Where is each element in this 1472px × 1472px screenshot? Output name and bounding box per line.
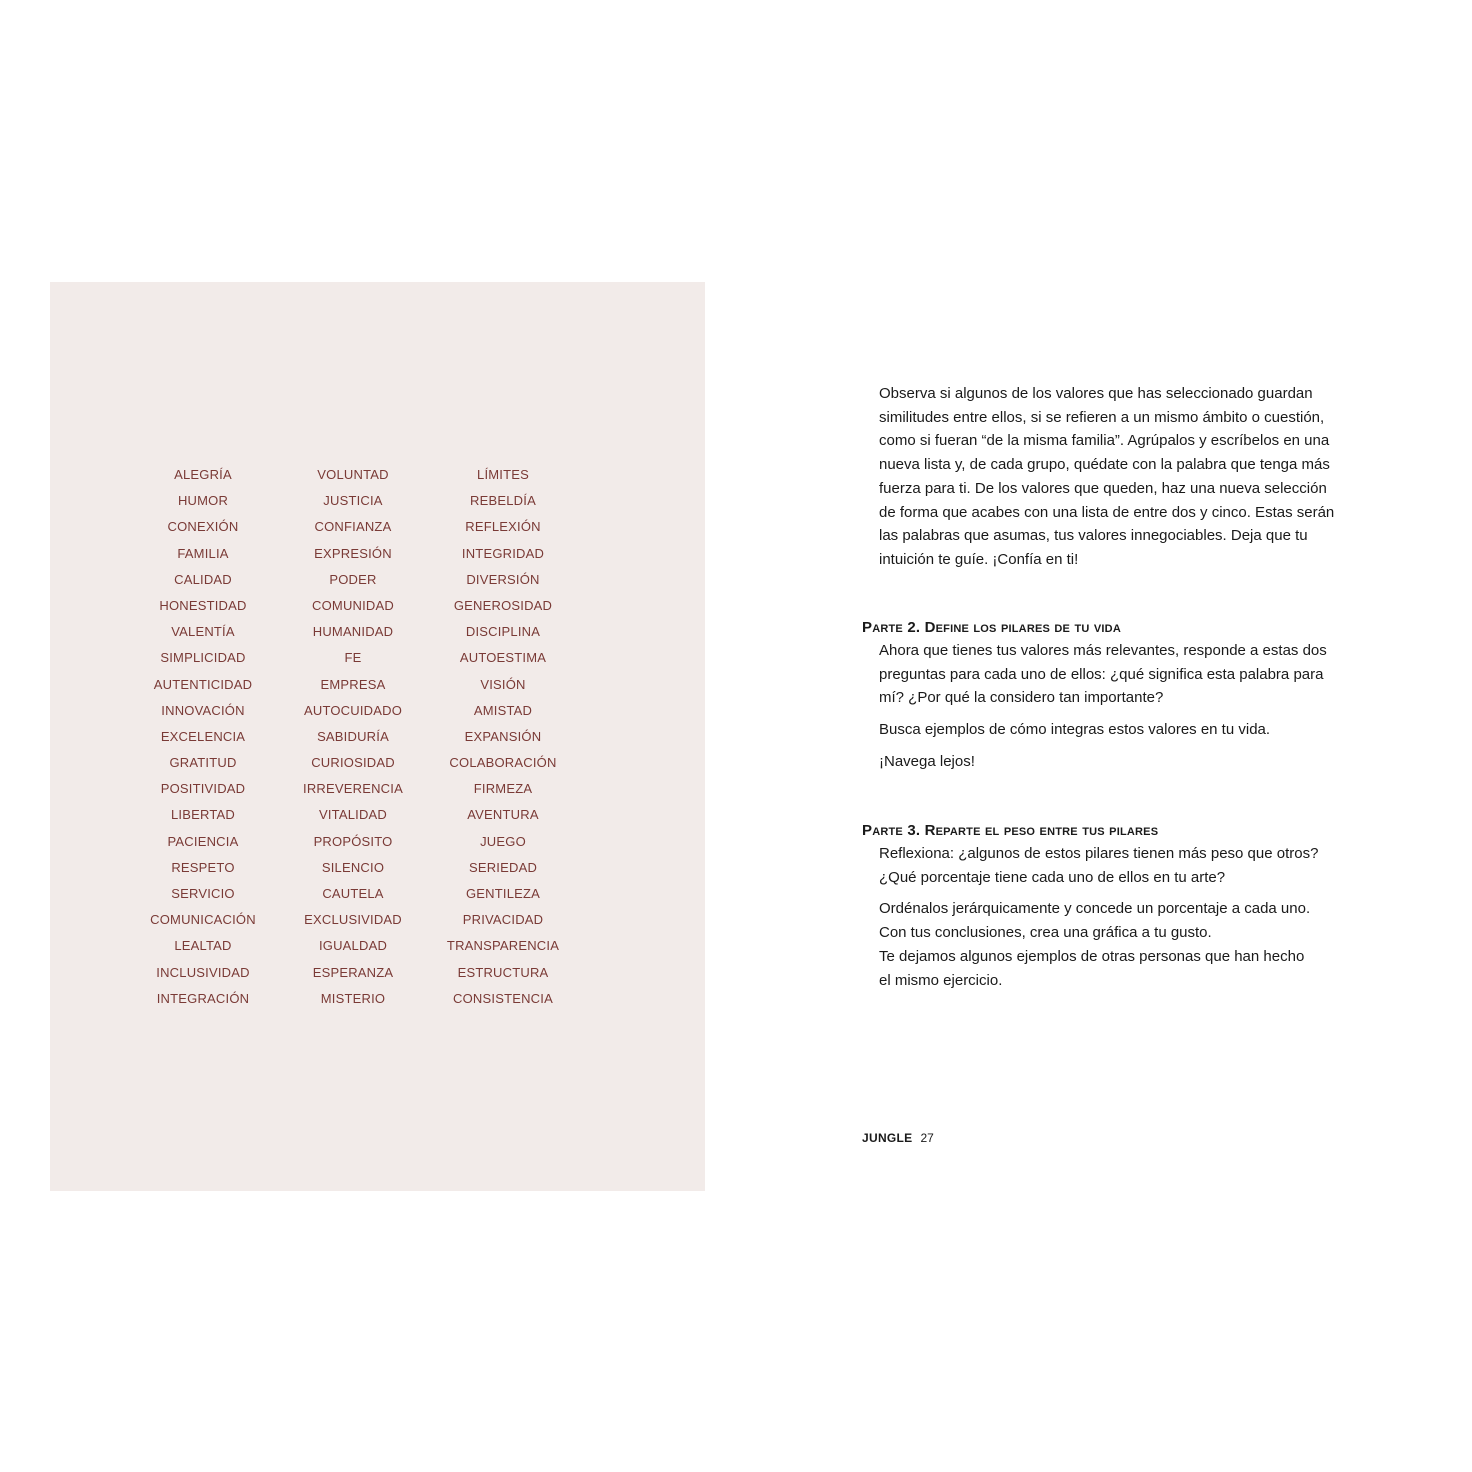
text-line: ¿Qué porcentaje tiene cada uno de ellos en tu arte? — [879, 868, 1226, 886]
intro-section — [862, 382, 1342, 580]
value-word: AUTOESTIMA — [459, 650, 547, 666]
text-line: Reflexiona: ¿algunos de estos pilares tienen más peso que otros? — [879, 845, 1319, 862]
value-word: JUSTICIA — [323, 493, 383, 509]
text-line: nueva lista y, de cada grupo, quédate con la palabra que tenga más — [879, 456, 1330, 474]
value-word: AMISTAD — [473, 702, 533, 718]
value-word: IRREVERENCIA — [303, 781, 403, 797]
value-word: VALENTÍA — [171, 624, 235, 640]
text-line: Observa si algunos de los valores que has seleccionado guardan — [879, 385, 1313, 402]
value-word: MISTERIO — [320, 990, 386, 1006]
value-word: REFLEXIÓN — [465, 519, 541, 535]
value-word: TRANSPARENCIA — [446, 938, 560, 954]
footer-brand: JUNGLE — [862, 1131, 913, 1145]
value-word: FIRMEZA — [473, 781, 533, 797]
value-word: SERIEDAD — [468, 859, 538, 875]
value-word: INTEGRIDAD — [461, 545, 545, 561]
value-word: SABIDURÍA — [317, 728, 389, 744]
part2-paragraph-1 — [879, 639, 1342, 710]
value-word: PROPÓSITO — [313, 833, 393, 849]
value-word: HUMANIDAD — [312, 624, 394, 640]
value-word: EXPRESIÓN — [314, 545, 392, 561]
part3-section — [862, 819, 1342, 1000]
value-word: RESPETO — [171, 859, 235, 875]
value-word: COMUNICACIÓN — [150, 912, 256, 928]
value-word: CONFIANZA — [314, 519, 392, 535]
text-line: similitudes entre ellos, si se refieren a un mismo ámbito o cuestión, — [879, 408, 1325, 426]
value-word: JUEGO — [480, 833, 526, 849]
value-word: IGUALDAD — [318, 938, 388, 954]
value-word: VISIÓN — [480, 676, 526, 692]
value-word: FAMILIA — [177, 545, 229, 561]
value-word: LÍMITES — [477, 467, 529, 482]
value-word: GENEROSIDAD — [453, 597, 553, 613]
value-word: AUTOCUIDADO — [303, 702, 403, 718]
value-word: CONSISTENCIA — [453, 990, 553, 1006]
value-word: CALIDAD — [174, 571, 232, 587]
value-word: PACIENCIA — [167, 833, 239, 849]
text-line: Con tus conclusiones, crea una gráfica a tu gusto. — [879, 924, 1212, 942]
part2-heading: Parte 2. Define los pilares de tu vida — [862, 619, 1121, 636]
page-number: 27 — [920, 1131, 934, 1145]
values-column-3 — [428, 462, 578, 1012]
part3-heading: Parte 3. Reparte el peso entre tus pilares — [862, 822, 1159, 839]
value-word: REBELDÍA — [470, 493, 536, 509]
value-word: SILENCIO — [321, 859, 385, 875]
values-column-1 — [128, 462, 278, 1012]
value-word: ESTRUCTURA — [457, 964, 549, 980]
value-word: ESPERANZA — [312, 964, 394, 980]
value-word: INCLUSIVIDAD — [156, 964, 250, 980]
value-word: ALEGRÍA — [174, 467, 232, 482]
value-word: GRATITUD — [169, 755, 237, 771]
text-line: mí? ¿Por qué la considero tan importante? — [879, 689, 1164, 707]
value-word: CURIOSIDAD — [311, 755, 395, 771]
value-word: LIBERTAD — [171, 807, 235, 823]
text-line: intuición te guíe. ¡Confía en ti! — [879, 550, 1079, 568]
value-word: DIVERSIÓN — [466, 571, 540, 587]
value-word: POSITIVIDAD — [160, 781, 246, 797]
value-word: DISCIPLINA — [465, 624, 541, 640]
value-word: AVENTURA — [467, 807, 539, 823]
text-line: ¡Navega lejos! — [879, 752, 975, 770]
value-word: INNOVACIÓN — [161, 702, 245, 718]
text-line: el mismo ejercicio. — [879, 971, 1003, 989]
value-word: COLABORACIÓN — [449, 755, 557, 771]
text-line: Ordénalos jerárquicamente y concede un porcentaje a cada uno. — [879, 900, 1311, 918]
value-word: PODER — [329, 571, 377, 587]
text-line: como si fueran “de la misma familia”. Agrúpalos y escríbelos en una — [879, 432, 1330, 450]
value-word: SIMPLICIDAD — [160, 650, 246, 666]
part2-paragraph-3 — [879, 750, 1342, 774]
value-word: HUMOR — [177, 493, 229, 509]
value-word: FE — [344, 650, 362, 666]
value-word: SERVICIO — [171, 886, 235, 901]
text-line: Te dejamos algunos ejemplos de otras personas que han hecho — [879, 947, 1305, 965]
text-line: de forma que acabes con una lista de entre dos y cinco. Estas serán — [879, 503, 1335, 521]
value-word: VITALIDAD — [318, 807, 388, 823]
text-line: las palabras que asumas, tus valores innegociables. Deja que tu — [879, 527, 1308, 545]
page-footer — [862, 1131, 934, 1145]
part2-paragraph-2 — [879, 718, 1342, 742]
value-word: GENTILEZA — [465, 886, 541, 901]
part3-paragraph-2 — [879, 897, 1342, 992]
value-word: INTEGRACIÓN — [156, 990, 250, 1006]
value-word: EXCELENCIA — [160, 728, 246, 744]
value-word: HONESTIDAD — [159, 597, 247, 613]
value-word: COMUNIDAD — [312, 597, 394, 613]
text-line: Busca ejemplos de cómo integras estos valores en tu vida. — [879, 721, 1271, 739]
value-word: CAUTELA — [322, 886, 384, 901]
value-word: PRIVACIDAD — [462, 912, 544, 928]
text-line: fuerza para ti. De los valores que queden, haz una nueva selección — [879, 479, 1327, 497]
value-word: EXPANSIÓN — [464, 728, 542, 744]
value-word: LEALTAD — [174, 938, 232, 954]
values-grid — [128, 462, 628, 1012]
value-word: AUTENTICIDAD — [153, 676, 253, 692]
value-word: EMPRESA — [320, 676, 386, 692]
part2-section — [862, 616, 1342, 782]
part3-paragraph-1 — [879, 842, 1342, 889]
intro-paragraph — [879, 382, 1342, 572]
text-line: preguntas para cada uno de ellos: ¿qué significa esta palabra para — [879, 665, 1324, 683]
value-word: EXCLUSIVIDAD — [304, 912, 402, 928]
value-word: CONEXIÓN — [167, 519, 239, 535]
text-line: Ahora que tienes tus valores más relevantes, responde a estas dos — [879, 642, 1327, 659]
values-column-2 — [278, 462, 428, 1012]
value-word: VOLUNTAD — [317, 467, 389, 482]
